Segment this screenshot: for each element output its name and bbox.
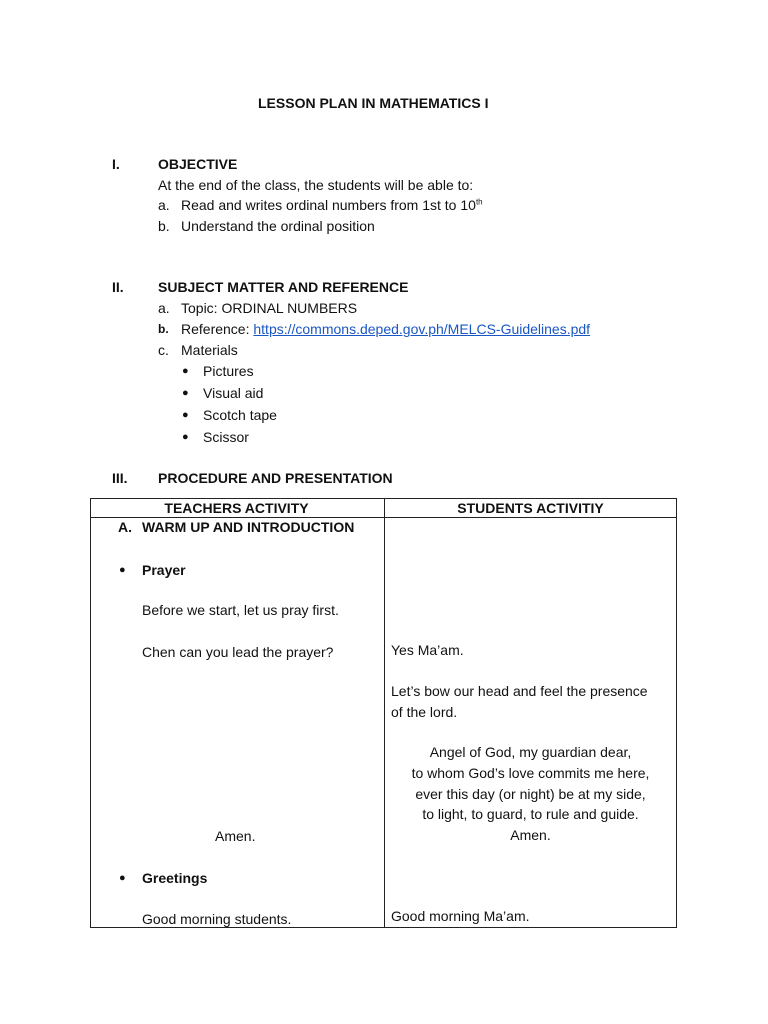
- prayer-verse-line: Amen.: [510, 827, 551, 843]
- part-marker: A.: [118, 519, 132, 535]
- header-divider: [91, 517, 676, 518]
- teacher-line: Chen can you lead the prayer?: [142, 644, 334, 660]
- bullet-icon: ●: [182, 365, 189, 377]
- bullet-icon: ●: [119, 872, 126, 884]
- table-header-student: STUDENTS ACTIVITIY: [457, 500, 604, 516]
- objective-text: Read and writes ordinal numbers from 1st to 10: [181, 197, 476, 213]
- material-item: Pictures: [203, 363, 254, 379]
- student-line: Yes Ma’am.: [391, 642, 464, 658]
- reference-link[interactable]: https://commons.deped.gov.ph/MELCS-Guidelines.pdf: [253, 321, 591, 337]
- student-line: Let’s bow our head and feel the presence: [391, 683, 648, 699]
- material-item: Scissor: [203, 429, 249, 445]
- material-item: Visual aid: [203, 385, 264, 401]
- table-header-teacher: TEACHERS ACTIVITY: [164, 500, 309, 516]
- list-marker: a.: [158, 300, 170, 316]
- bullet-icon: ●: [119, 564, 126, 576]
- materials-label: Materials: [181, 342, 238, 358]
- list-marker: a.: [158, 197, 170, 213]
- material-item: Scotch tape: [203, 407, 277, 423]
- prayer-label: Prayer: [142, 562, 186, 578]
- section-number: III.: [112, 470, 128, 486]
- prayer-verse-line: to whom God’s love commits me here,: [411, 765, 650, 781]
- section-heading: OBJECTIVE: [158, 156, 238, 172]
- bullet-icon: ●: [182, 431, 189, 443]
- list-marker: b.: [158, 322, 169, 336]
- greetings-label: Greetings: [142, 870, 208, 886]
- section-number: II.: [112, 279, 124, 295]
- reference-label: Reference:: [181, 321, 254, 337]
- teacher-greeting: Good morning students.: [142, 911, 292, 927]
- list-marker: c.: [158, 342, 169, 358]
- prayer-verse-line: ever this day (or night) be at my side,: [415, 786, 646, 802]
- section-heading: SUBJECT MATTER AND REFERENCE: [158, 279, 409, 295]
- objective-item: Understand the ordinal position: [181, 218, 375, 234]
- reference-line: [181, 321, 590, 337]
- objective-item: [181, 197, 483, 213]
- document-title: LESSON PLAN IN MATHEMATICS I: [258, 95, 489, 111]
- prayer-verse-line: to light, to guard, to rule and guide.: [422, 806, 639, 822]
- section-number: I.: [112, 156, 120, 172]
- ordinal-suffix: th: [475, 197, 483, 207]
- column-divider: [384, 499, 385, 927]
- bullet-icon: ●: [182, 409, 189, 421]
- objective-intro: At the end of the class, the students will be able to:: [158, 177, 474, 193]
- list-marker: b.: [158, 218, 170, 234]
- section-heading: PROCEDURE AND PRESENTATION: [158, 470, 393, 486]
- prayer-verse-line: Angel of God, my guardian dear,: [429, 744, 632, 760]
- student-greeting: Good morning Ma’am.: [391, 908, 530, 924]
- student-line: of the lord.: [391, 704, 458, 720]
- teacher-amen: Amen.: [215, 828, 256, 844]
- bullet-icon: ●: [182, 387, 189, 399]
- teacher-line: Before we start, let us pray first.: [142, 602, 339, 618]
- part-title: WARM UP AND INTRODUCTION: [142, 519, 355, 535]
- topic-text: Topic: ORDINAL NUMBERS: [181, 300, 358, 316]
